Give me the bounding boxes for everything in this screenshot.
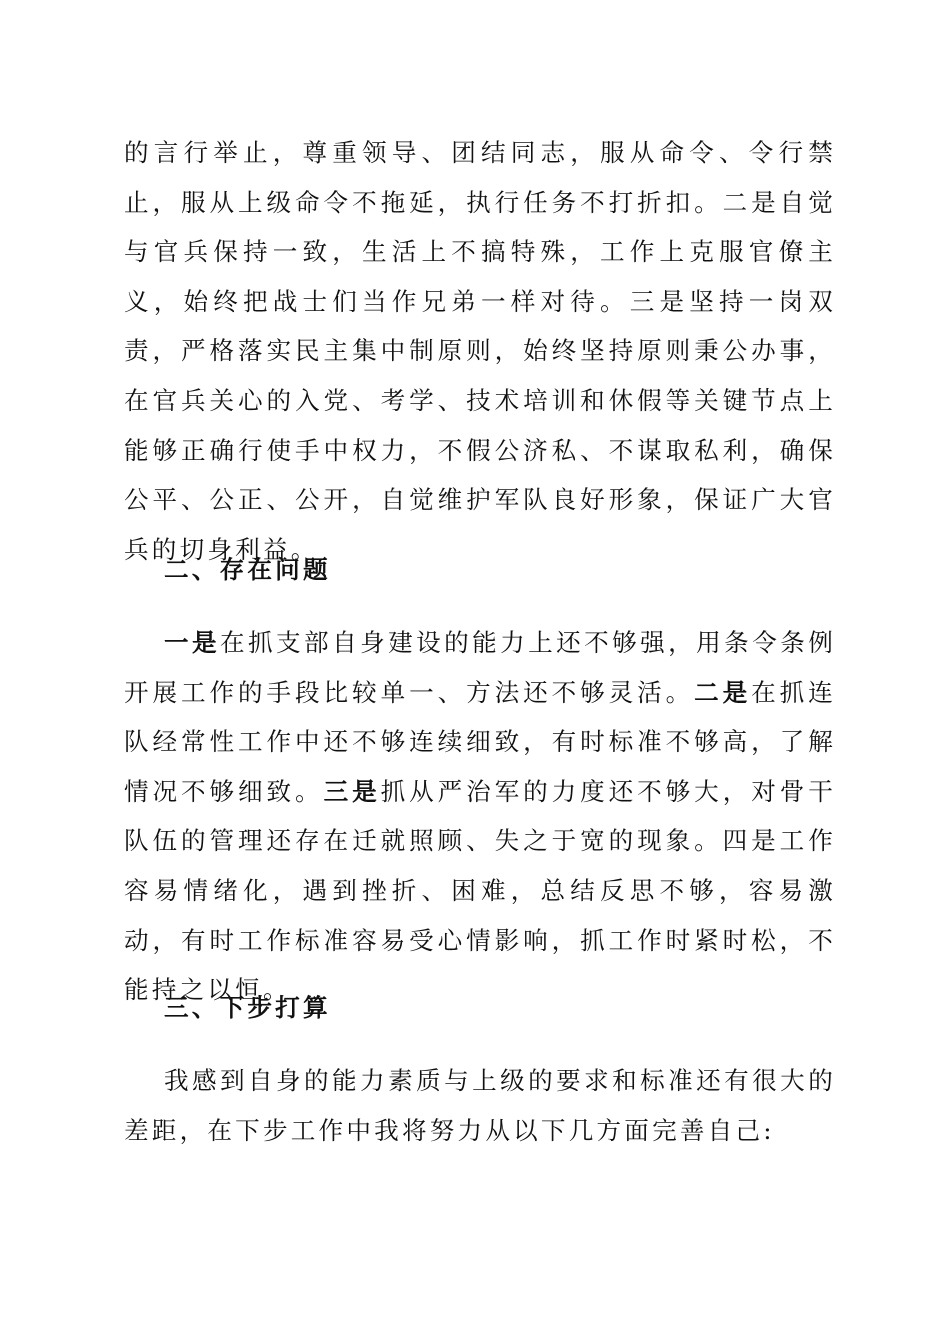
lead-second: 二是 (694, 677, 752, 707)
paragraph-next-steps: 我感到自身的能力素质与上级的要求和标准还有很大的差距，在下步工作中我将努力从以下几方面完善自己: (124, 1066, 836, 1145)
lead-third: 三是 (323, 776, 381, 806)
problem-3-text: 抓从严治军的力度还不够大，对骨干队伍的管理还存在迁就照顾、失之于宽的现象。四是工作容易情绪化，遇到挫折、困难，总结反思不够，容易激动，有时工作标准容易受心情影响，抓工作时紧时松，不能持之以恒。 (124, 776, 837, 1005)
lead-first: 一是 (164, 628, 221, 657)
paragraph-problems (124, 618, 836, 1015)
heading-next-steps: 三、下步打算 (164, 993, 331, 1022)
paragraph-conduct: 的言行举止，尊重领导、团结同志，服从命令、令行禁止，服从上级命令不拖延，执行任务不打折扣。二是自觉与官兵保持一致，生活上不搞特殊，工作上克服官僚主义，始终把战士们当作兄弟一样对待。三是坚持一岗双责，严格落实民主集中制原则，始终坚持原则秉公办事，在官兵关心的入党、考学、技术培训和休假等关键节点上能够正确行使手中权力，不假公济私、不谋取私利，确保公平、公正、公开，自觉维护军队良好形象，保证广大官兵的切身利益。 (124, 138, 836, 564)
heading-existing-problems: 二、存在问题 (164, 555, 331, 584)
problem-2-text: 在抓连队经常性工作中还不够连续细致，有时标准不够高，了解情况不够细致。 (124, 677, 836, 806)
problem-1-text: 在抓支部自身建设的能力上还不够强，用条令条例开展工作的手段比较单一、方法还不够灵活。 (124, 628, 837, 707)
